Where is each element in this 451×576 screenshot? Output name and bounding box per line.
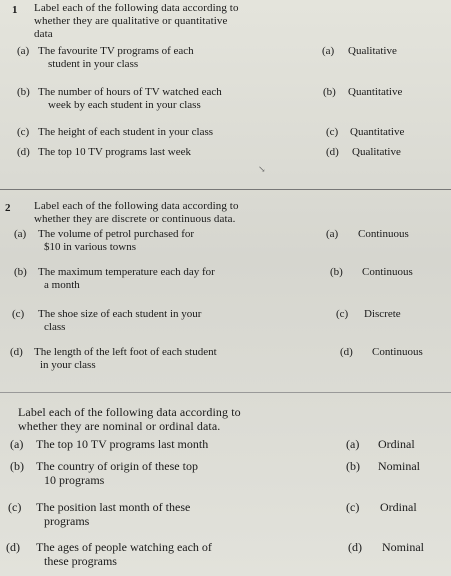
answer: Quantitative [350,126,405,138]
answer: Discrete [364,308,401,320]
question-number: 2 [5,202,11,214]
question-instruction: Label each of the following data according to whether they are qualitative or quantitative data [34,2,239,40]
answer: Continuous [362,266,413,278]
answer: Ordinal [378,437,415,451]
answer: Quantitative [348,86,403,98]
answer: Ordinal [380,500,417,514]
answer: Continuous [358,228,409,240]
answer: Qualitative [352,146,401,158]
answer: Nominal [378,459,420,473]
question-number: 1 [12,4,18,16]
worksheet-page: 1 Label each of the following data according to whether they are qualitative or quantitative data (a) The favourite TV programs of each student in your class (a) Qualitative (b) The number of hours of TV watched each week by each student in your class (b) Quantitative (c) The height of each student in your class (c) Quantitative (d) The top 10 TV programs last week (d) Qualitative ↘ 2 Label each of the following data according to whether they are discrete or continuous data. (a) The volume of petrol purchased for $10 in various towns (a) Continuous (b) The maximum temperature each day for a month (b) Continuous (c) The shoe size of each student in your class (c) Discrete (d) The length of the left foot of each student in your class (d) Continuous Label each of the following data according to whether they are nominal or ordinal data. (a) The top 10 TV programs last month (a) Ordinal (b) The country of origin of these top 10 programs (b) Nominal (c) The position last month of these programs (c) Ordinal (d) The ages of people watching each of these programs (d) Nominal [0,0,451,576]
question-instruction: Label each of the following data according to whether they are discrete or continuous data. [34,200,239,225]
divider [0,392,451,393]
question-instruction: Label each of the following data according to whether they are nominal or ordinal data. [18,405,241,433]
pen-mark: ↘ [258,164,266,174]
answer: Continuous [372,346,423,358]
answer: Qualitative [348,45,397,57]
answer: Nominal [382,540,424,554]
divider [0,189,451,190]
